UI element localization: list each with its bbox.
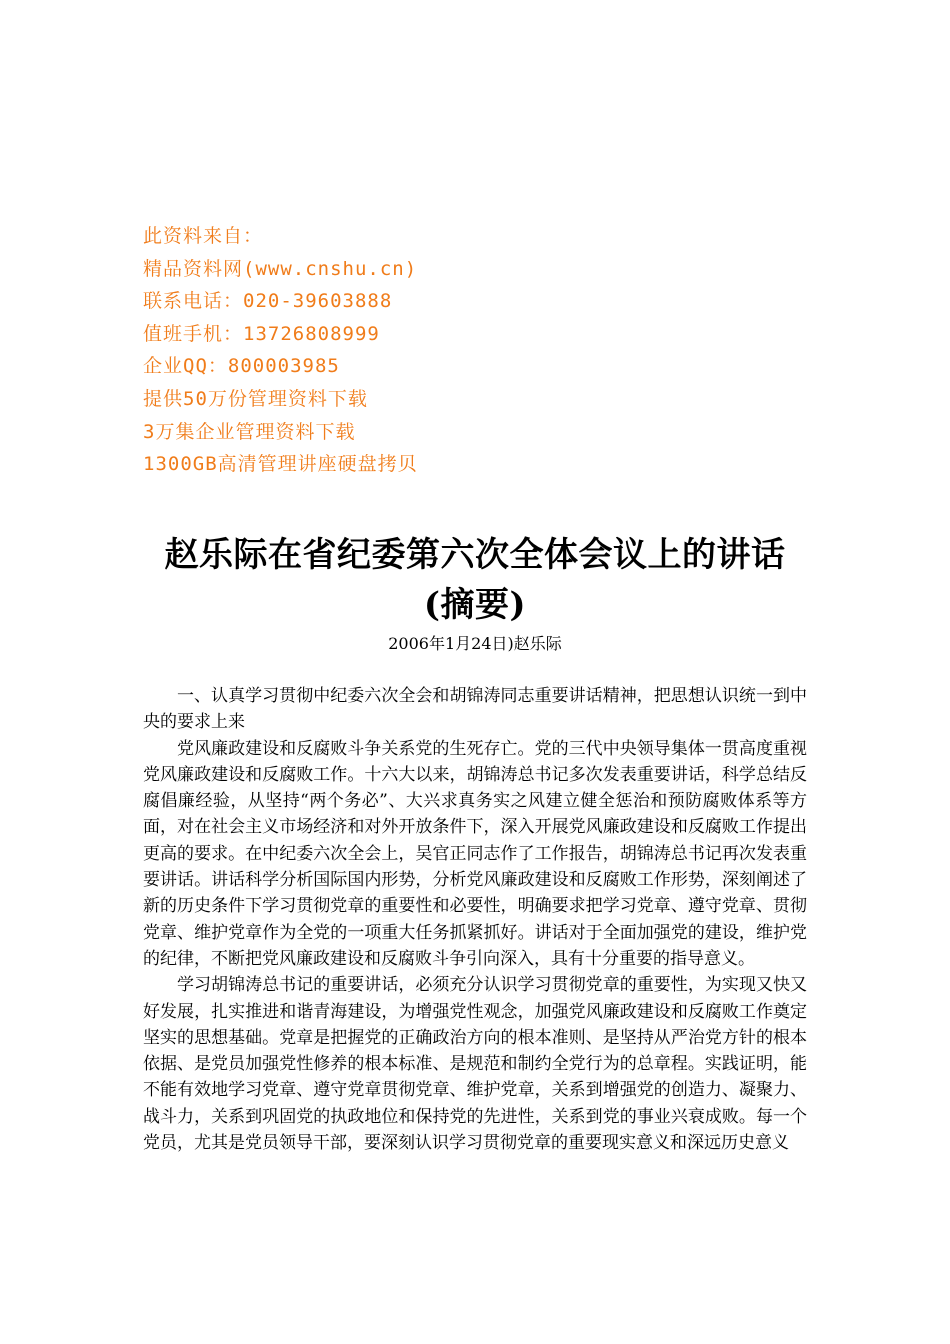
document-header [143,530,807,656]
document-body [143,683,807,1156]
document-date-author: 2006年1月24日)赵乐际 [388,634,562,653]
body-paragraph: 党风廉政建设和反腐败斗争关系党的生死存亡。党的三代中央领导集体一贯高度重视党风廉政建设和反腐败工作。十六大以来，胡锦涛总书记多次发表重要讲话，科学总结反腐倡廉经验，从坚持“两个务必”、大兴求真务实之风建立健全惩治和预防腐败体系等方面，对在社会主义市场经济和对外开放条件下，深入开展党风廉政建设和反腐败工作提出更高的要求。在中纪委六次全会上，吴官正同志作了工作报告，胡锦涛总书记再次发表重要讲话。讲话科学分析国际国内形势，分析党风廉政建设和反腐败工作形势，深刻阐述了新的历史条件下学习贯彻党章的重要性和必要性，明确要求把学习党章、遵守党章、贯彻党章、维护党章作为全党的一项重大任务抓紧抓好。讲话对于全面加强党的建设，维护党的纪律，不断把党风廉政建设和反腐败斗争引向深入，具有十分重要的指导意义。 [143,738,807,969]
document-title: 赵乐际在省纪委第六次全体会议上的讲话 [164,535,786,575]
source-info-block [143,220,663,481]
source-line: 企业QQ：800003985 [143,355,340,378]
section-heading-paragraph: 一、认真学习贯彻中纪委六次全会和胡锦涛同志重要讲话精神，把思想认识统一到中央的要求上来 [143,686,807,733]
source-line: 提供50万份管理资料下载 [143,387,368,410]
source-line: 1300GB高清管理讲座硬盘拷贝 [143,453,418,476]
body-paragraph: 学习胡锦涛总书记的重要讲话，必须充分认识学习贯彻党章的重要性，为实现又快又好发展，扎实推进和谐青海建设，为增强党性观念，加强党风廉政建设和反腐败工作奠定坚实的思想基础。党章是把握党的正确政治方向的根本准则、是坚持从严治党方针的根本依据、是党员加强党性修养的根本标准、是规范和制约全党行为的总章程。实践证明，能不能有效地学习党章、遵守党章贯彻党章、维护党章，关系到增强党的创造力、凝聚力、战斗力，关系到巩固党的执政地位和保持党的先进性，关系到党的事业兴衰成败。每一个党员，尤其是党员领导干部，要深刻认识学习贯彻党章的重要现实意义和深远历史意义 [143,975,807,1154]
source-line: 值班手机：13726808999 [143,322,380,345]
source-line: 精品资料网(www.cnshu.cn) [143,257,418,280]
document-subtitle: (摘要) [423,585,527,625]
source-line: 此资料来自： [143,225,264,247]
source-line: 联系电话：020-39603888 [143,290,393,313]
source-line: 3万集企业管理资料下载 [143,420,356,443]
